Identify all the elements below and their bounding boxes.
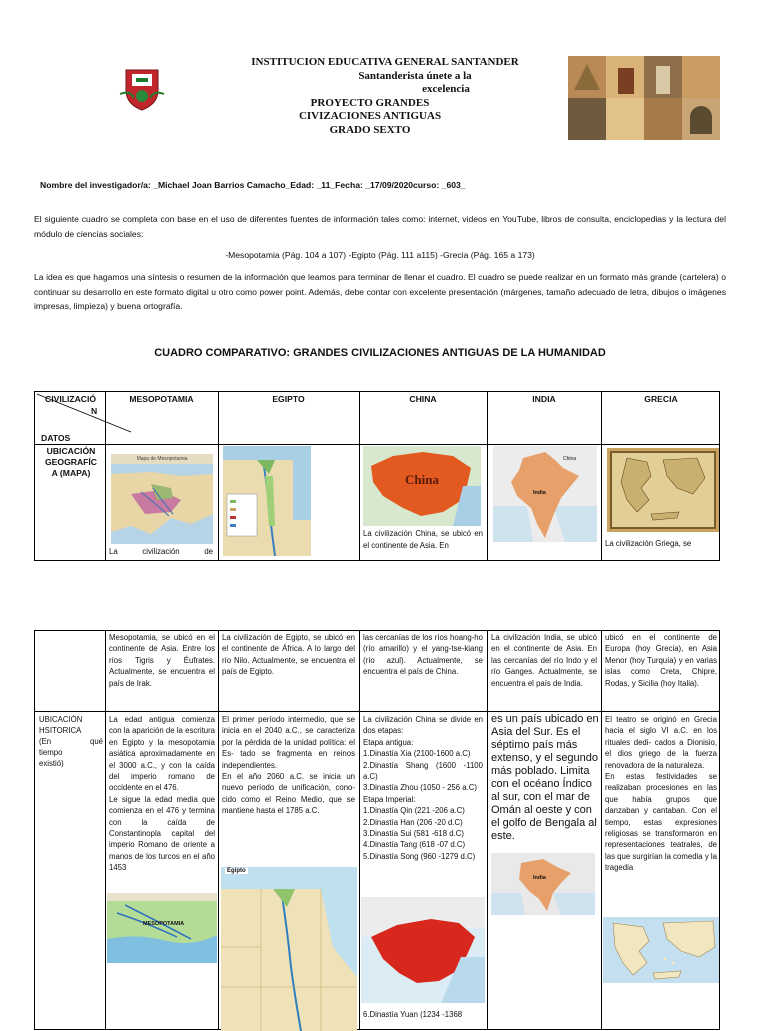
mesopotamia-map-image: Mapa de Mesopotamia bbox=[111, 454, 213, 544]
india-history-map-image bbox=[491, 853, 595, 915]
col-header-grecia: GRECIA bbox=[644, 394, 678, 404]
table-title: CUADRO COMPARATIVO: GRANDES CIVILIZACIONES ANTIGUAS DE LA HUMANIDAD bbox=[154, 347, 606, 359]
mesopotamia-location-start: La civilización de bbox=[109, 547, 213, 556]
row-label-ubicacion-historica: UBICACIÓN HSITORICA (En qué tiempo existió) bbox=[39, 715, 103, 768]
comparison-table-bottom bbox=[34, 630, 720, 1030]
mesopotamia-location-text: Mesopotamia, se ubicó en el continente de Asia. Entre los ríos Tigris y Éufrates. Actualmente, se encuentra el país de Irak. bbox=[109, 633, 215, 688]
india-map-label: India bbox=[533, 490, 546, 496]
grecia-location-start: La civilización Griega, se bbox=[605, 539, 692, 548]
civilizations-collage-image bbox=[568, 56, 720, 140]
grecia-location-text: ubicó en el continente de Europa (hoy Grecia), en Asia Menor (hoy Turquía) y en varias islas como Creta, Chipre, Rodas, y Sicilia (hoy Italia). bbox=[605, 633, 717, 688]
china-history-text: La civilización China se divide en dos etapas: Etapa antigua: 1.Dinastía Xia (2100-1600 a.C) 2.Dinastía Shang (1600 -1100 a.C) 3.Dinastía Zhou (1050 - 256 a.C) Etapa Imperial: 1.Dinastía Qin (221 -206 a.C) 2.Dinastía Han (206 -20 d.C) 3.Dinastía Sui (581 -618 d.C) 4.Dinastía Tang (618 -07 d.C) 5.Dinastía Song (960 -1279 d.C) bbox=[363, 715, 483, 861]
mesopotamia-history-text: La edad antigua comienza con la aparición de la escritura en Egipto y la mesopotamia asiática aproximadamente en el 3000 a.C., y con la caída del imperio romano de occidente en el 476. Le sigue la edad media que comienza en el 476 y termina con la caída de Constantinopla capital del imperio Romano de oriente a manos de los turcos en el año 1453 bbox=[109, 715, 215, 873]
col-header-india: INDIA bbox=[532, 394, 556, 404]
egipto-map-image bbox=[223, 446, 311, 556]
school-name: INSTITUCION EDUCATIVA GENERAL SANTANDER bbox=[251, 56, 519, 68]
egipto-history-text: El primer período intermedio, que se inicia en el 2040 a.C., se caracteriza por la pérdida de la unidad política: el Es- tado se fragmenta en reinos independientes. En el año 2060 a.C. se inicia un nuevo período de unificación, cono- cido como el Reino Medio, que se mantiene hasta el 1785 a.C. bbox=[222, 715, 355, 816]
grecia-history-map-image bbox=[603, 917, 719, 983]
china-history-map-image bbox=[361, 897, 485, 1003]
egipto-history-map-image bbox=[221, 867, 357, 1031]
corner-label-n: N bbox=[91, 406, 98, 416]
china-history-last: 6.Dinastía Yuan (1234 -1368 bbox=[363, 1010, 463, 1019]
grade-line: GRADO SEXTO bbox=[329, 123, 411, 136]
row-label-ubicacion-geografica: UBICACIÓN GEOGRAFÍC A (MAPA) bbox=[44, 446, 98, 478]
subject-line: CIVIZACIONES ANTIGUAS bbox=[298, 110, 442, 122]
china-map-image bbox=[363, 446, 481, 526]
col-header-mesopotamia: MESOPOTAMIA bbox=[129, 394, 194, 404]
project-line: PROYECTO GRANDES bbox=[310, 96, 430, 109]
instructions-paragraph: La idea es que hagamos una síntesis o resumen de la información que leamos para terminar de llenar el cuadro. El cuadro se puede realizar en un formato más grande (cartelera) o continuar su desarrollo en este formato digital u otro como power point. Además, debe contar con excelente presentación (márgenes, tamaño adecuado de letra, dibujos o imágenes impresas, limpieza) y buena ortografía. bbox=[34, 272, 726, 312]
col-header-egipto: EGIPTO bbox=[272, 394, 305, 404]
mesopotamia-history-map-image bbox=[107, 893, 217, 963]
pages-reference: -Mesopotamia (Pág. 104 a 107) -Egipto (Pág. 111 a115) -Grecia (Pág. 165 a 173) bbox=[225, 250, 535, 260]
china-map-label: China bbox=[405, 472, 439, 487]
india-location-text: La civilización India, se ubicó en el continente de Asia. En las cercanías del río Indo y el río Ganges. Actualmente, se encuentra el país de India. bbox=[491, 633, 597, 688]
corner-label-civilizacion: CIVILIZACIÓ bbox=[45, 394, 97, 404]
china-location-start: La civilización China, se ubicó en el continente de Asia. En bbox=[363, 529, 483, 550]
student-info-line: Nombre del investigador/a: _Michael Joan Barrios Camacho_Edad: _11_Fecha: _17/09/2020curso: _603_ bbox=[40, 180, 466, 190]
grecia-history-text: El teatro se originó en Grecia hacia el siglo VI a.C. en los rituales dedi- cados a Dionisio, el dios griego de la fuerza renovadora de la naturaleza. En estas festividades se realizaban procesiones en las que había grupos que danzaban y cantaban. Con el tiempo, estas expresiones religiosas se transformaron en representaciones teatrales, de las que surgirían la comedia y la tragedia bbox=[605, 715, 717, 873]
school-logo bbox=[118, 64, 166, 112]
comparison-table-top bbox=[34, 391, 720, 561]
motto-line-2: excelencia bbox=[422, 83, 470, 95]
india-history-map-label: India bbox=[533, 875, 546, 881]
china-location-text: las cercanías de los ríos hoang-ho (río amarillo) y el yang-tse-kiang (río azul). Actualmente, se encuentra el país de China. bbox=[363, 633, 483, 677]
egipto-history-map-label: Egipto bbox=[227, 868, 246, 874]
mesopotamia-history-map-label: MESOPOTAMIA bbox=[143, 921, 185, 927]
intro-paragraph: El siguiente cuadro se completa con base en el uso de diferentes fuentes de información tales como: internet, videos en YouTube, libros de consulta, enciclopedias y la lectura del módulo de ciencias sociales: bbox=[34, 214, 726, 239]
corner-label-datos: DATOS bbox=[41, 433, 71, 443]
motto-line-1: Santanderista únete a la bbox=[358, 69, 472, 82]
grecia-map-image bbox=[607, 448, 719, 532]
document-header bbox=[200, 56, 570, 137]
india-history-text: es un país ubicado en Asia del Sur. Es el séptimo país más extenso, y el segundo más poblado. Limita con el océano Índico al sur, con el mar de Omán al oeste y con el golfo de Bengala al este. bbox=[491, 713, 599, 842]
egipto-location-text: La civilización de Egipto, se ubicó en el continente de África. A lo largo del río Nilo. Actualmente, se encuentra el país de Egipto. bbox=[222, 633, 355, 677]
india-map-image: China India bbox=[493, 446, 597, 542]
col-header-china: CHINA bbox=[409, 394, 437, 404]
